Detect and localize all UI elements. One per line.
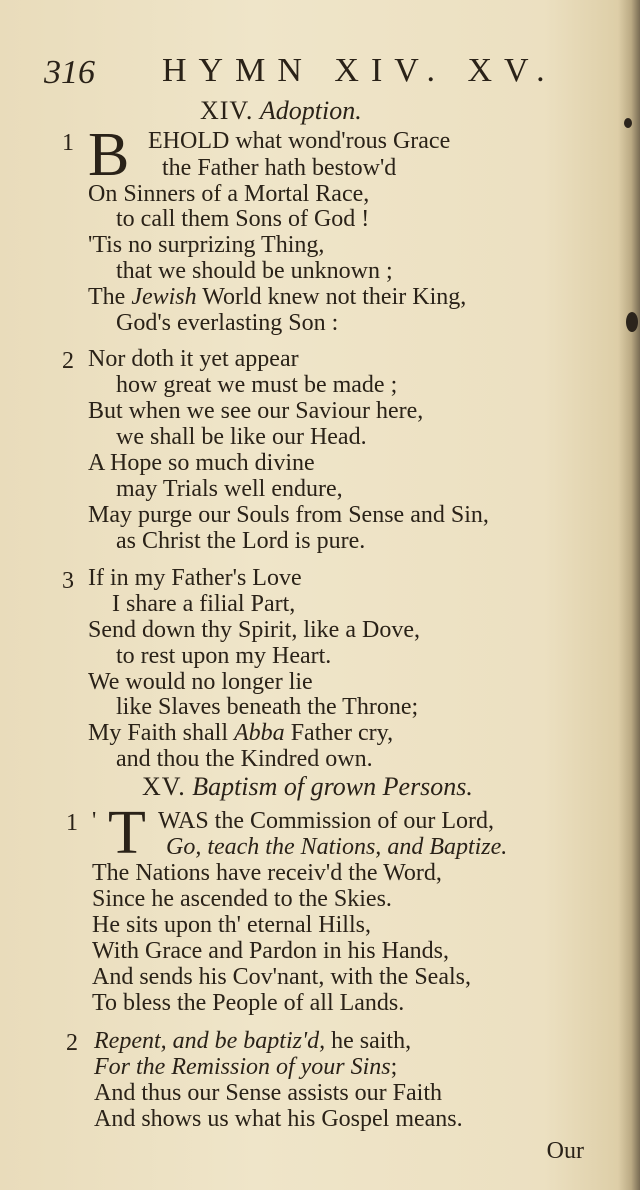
hymn-15-title: Baptism of grown Persons.: [192, 772, 473, 801]
italic-word: Abba: [234, 720, 285, 746]
italic-phrase: Go, teach the Nations,: [166, 834, 382, 860]
verse-line-part: he saith,: [331, 1028, 412, 1054]
verse-line-part: ;: [390, 1054, 398, 1080]
verse-line: like Slaves beneath the Throne;: [116, 694, 419, 720]
verse-line: But when we see our Saviour here,: [88, 398, 424, 424]
hymn-14-heading: [200, 96, 362, 126]
verse-line: The Nations have receiv'd the Word,: [92, 860, 442, 886]
verse-line: how great we must be made ;: [116, 372, 398, 398]
italic-phrase: Repent, and be baptiz'd,: [94, 1028, 326, 1054]
verse-line: EHOLD what wond'rous Grace: [148, 128, 451, 154]
verse-line: as Christ the Lord is pure.: [116, 528, 366, 554]
page-edge-shadow: [618, 0, 640, 1190]
verse-line: and thou the Kindred own.: [116, 746, 373, 772]
verse-line: we shall be like our Head.: [116, 424, 367, 450]
verse-line: [88, 284, 466, 310]
verse-line-part: Father cry,: [290, 720, 394, 746]
verse-line: [88, 720, 393, 746]
hymn-14-title: Adoption.: [259, 96, 362, 125]
verse-line: With Grace and Pardon in his Hands,: [92, 938, 449, 964]
verse-line: To bless the People of all Lands.: [92, 990, 405, 1016]
ink-blot-mark: [626, 312, 638, 332]
verse-line: If in my Father's Love: [88, 565, 302, 591]
verse-number: 1: [62, 130, 74, 156]
verse-line: [94, 1028, 411, 1054]
verse-line: the Father hath bestow'd: [162, 155, 397, 181]
page-number: 316: [44, 54, 95, 91]
verse-line: [166, 834, 507, 860]
verse-line: Since he ascended to the Skies.: [92, 886, 392, 912]
page-header: [44, 50, 564, 94]
verse-line: WAS the Commission of our Lord,: [158, 808, 494, 834]
verse-line: [94, 1054, 397, 1080]
verse-number: 2: [66, 1030, 78, 1056]
verse-line: I share a filial Part,: [112, 591, 296, 617]
apostrophe-mark: ': [92, 808, 97, 834]
verse-number: 2: [62, 348, 74, 374]
verse-line: A Hope so much divine: [88, 450, 315, 476]
verse-line-part: World knew not their King,: [202, 284, 467, 310]
verse-line: And shows us what his Gospel means.: [94, 1106, 463, 1132]
verse-line: On Sinners of a Mortal Race,: [88, 181, 370, 207]
verse-line: And thus our Sense assists our Faith: [94, 1080, 442, 1106]
verse-number: 3: [62, 568, 74, 594]
verse-line: God's everlasting Son :: [116, 310, 339, 336]
hymn-15-number: XV.: [142, 772, 186, 801]
verse-number: 1: [66, 810, 78, 836]
italic-phrase: For the Remission of your Sins: [94, 1054, 391, 1080]
verse-line: 'Tis no surprizing Thing,: [88, 232, 325, 258]
ink-blot-mark: [624, 118, 632, 128]
verse-line: We would no longer lie: [88, 669, 313, 695]
verse-line: that we should be unknown ;: [116, 258, 393, 284]
verse-line: may Trials well endure,: [116, 476, 343, 502]
hymn-15-heading: [142, 772, 473, 802]
verse-line: to call them Sons of God !: [116, 206, 370, 232]
verse-line-part: The: [88, 284, 126, 310]
catchword: Our: [546, 1138, 584, 1164]
verse-line-part: My Faith shall: [88, 720, 229, 746]
drop-cap: B: [88, 121, 130, 189]
hymn-14-number: XIV.: [200, 96, 254, 125]
verse-line: May purge our Souls from Sense and Sin,: [88, 502, 489, 528]
italic-word: Jewish: [131, 284, 197, 310]
running-title: HYMN XIV. XV.: [162, 52, 557, 89]
verse-line: And sends his Cov'nant, with the Seals,: [92, 964, 471, 990]
verse-line: Nor doth it yet appear: [88, 346, 299, 372]
verse-line: Send down thy Spirit, like a Dove,: [88, 617, 420, 643]
drop-cap: T: [108, 799, 146, 867]
italic-phrase: and Baptize.: [387, 834, 508, 860]
verse-line: He sits upon th' eternal Hills,: [92, 912, 371, 938]
verse-line: to rest upon my Heart.: [116, 643, 332, 669]
